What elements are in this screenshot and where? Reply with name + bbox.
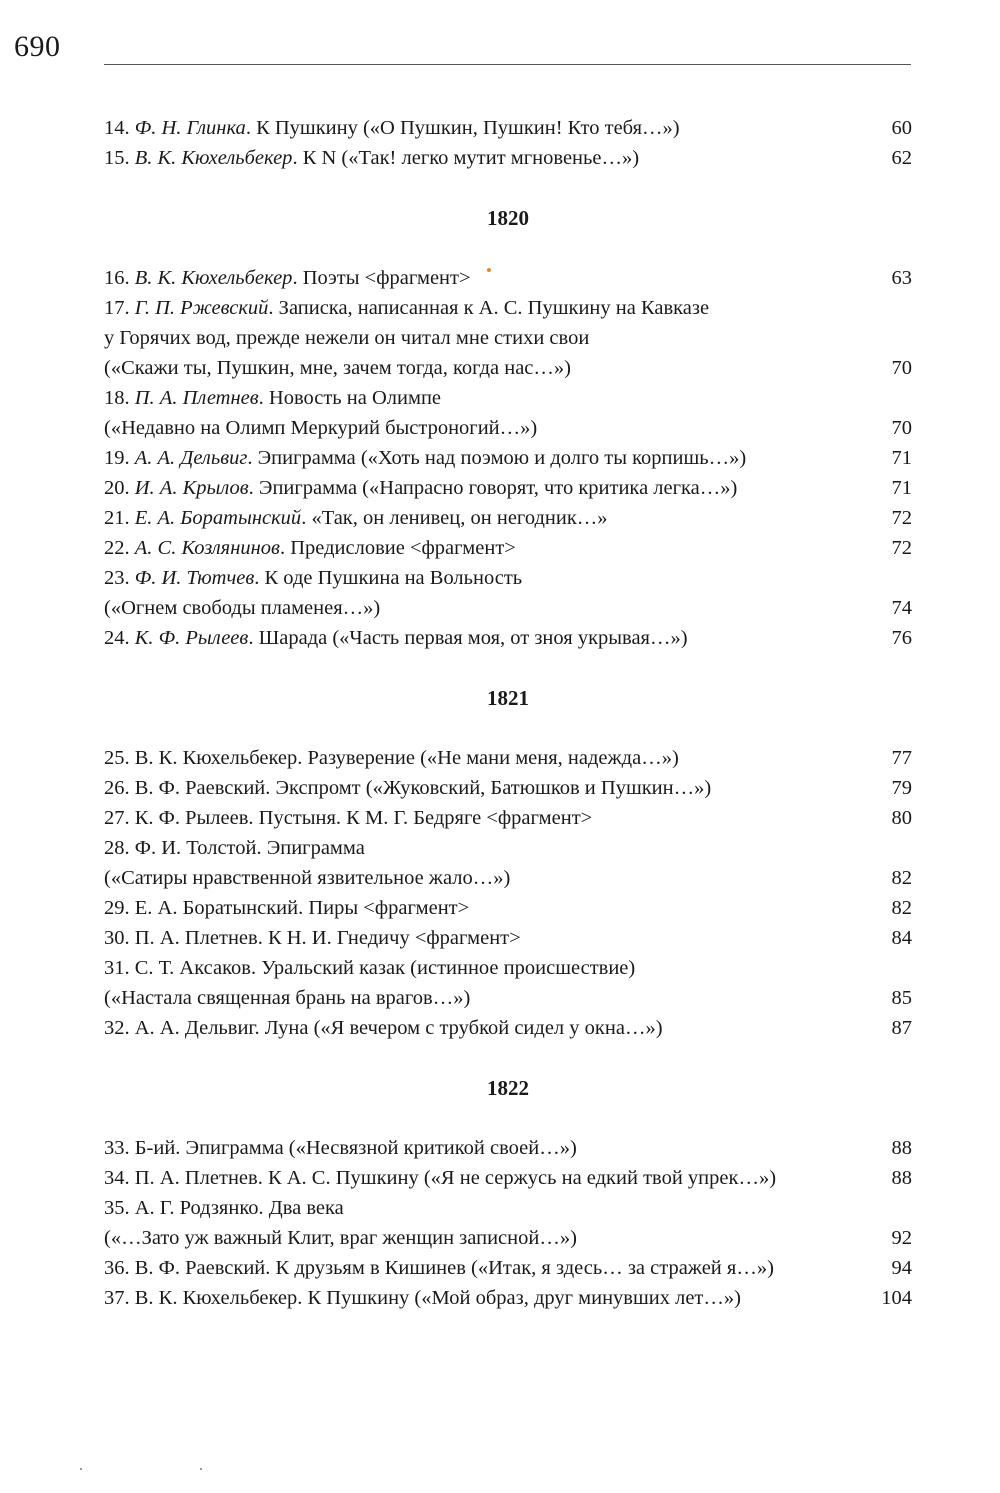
entry-number: 36. — [104, 1257, 135, 1279]
entry-page-number: 92 — [891, 1227, 912, 1249]
toc-entry-line — [104, 563, 912, 593]
entry-page-number: 72 — [891, 507, 912, 529]
entry-number: 29. — [104, 897, 135, 919]
toc-entry-line — [104, 803, 912, 833]
entry-number: 21. — [104, 507, 135, 529]
toc-entry-line — [104, 323, 912, 353]
entry-page-number: 77 — [891, 747, 912, 769]
toc-entry-line — [104, 893, 912, 923]
entry-number: 30. — [104, 927, 135, 949]
entry-page-number: 72 — [891, 537, 912, 559]
entry-author: И. А. Крылов — [134, 477, 249, 499]
entry-title: . Поэты <фрагмент> — [292, 267, 471, 289]
toc-entry-line — [104, 1253, 912, 1283]
toc-entry-line — [104, 293, 912, 323]
entry-title: у Горячих вод, прежде нежели он читал мне стихи свои — [104, 327, 590, 349]
entry-title: . Эпиграмма («Напрасно говорят, что критика легка…») — [248, 477, 738, 499]
table-of-contents — [104, 113, 912, 1313]
entry-number: 15. — [104, 147, 135, 169]
entry-number: 31. — [104, 957, 135, 979]
entry-title: . Эпиграмма («Хоть над поэмою и долго ты корпишь…») — [247, 447, 747, 469]
entry-title: . Предисловие <фрагмент> — [279, 537, 516, 559]
toc-entry-line — [104, 353, 912, 383]
year-heading: 1821 — [487, 686, 529, 710]
entry-author: Е. А. Боратынский — [134, 507, 302, 529]
toc-entry-line — [104, 863, 912, 893]
entry-title: В. Ф. Раевский. Экспромт («Жуковский, Батюшков и Пушкин…») — [134, 777, 712, 799]
entry-page-number: 60 — [891, 117, 912, 139]
entry-title: («…Зато уж важный Клит, враг женщин записной…») — [104, 1227, 577, 1249]
entry-number: 26. — [104, 777, 135, 799]
entry-author: Г. П. Ржевский — [134, 297, 269, 319]
entry-number: 19. — [104, 447, 135, 469]
toc-entry-line — [104, 1223, 912, 1253]
entry-title: . К оде Пушкина на Вольность — [254, 567, 523, 589]
entry-title: В. К. Кюхельбекер. Разуверение («Не мани меня, надежда…») — [134, 747, 679, 769]
entry-page-number: 74 — [891, 597, 912, 619]
header-rule — [104, 64, 911, 65]
entry-page-number: 84 — [891, 927, 912, 949]
toc-entry-line — [104, 833, 912, 863]
entry-title: В. К. Кюхельбекер. К Пушкину («Мой образ, друг минувших лет…») — [134, 1287, 741, 1309]
entry-title: . Записка, написанная к А. С. Пушкину на Кавказе — [268, 297, 710, 319]
toc-entry-line — [104, 413, 912, 443]
entry-title: А. Г. Родзянко. Два века — [134, 1197, 344, 1219]
entry-author: В. К. Кюхельбекер — [134, 267, 293, 289]
entry-page-number: 87 — [891, 1017, 912, 1039]
toc-entry-line — [104, 443, 912, 473]
scan-speck — [80, 1468, 82, 1470]
entry-number: 17. — [104, 297, 135, 319]
entry-page-number: 79 — [891, 777, 912, 799]
entry-page-number: 104 — [881, 1287, 912, 1309]
entry-page-number: 63 — [891, 267, 912, 289]
entry-title: («Скажи ты, Пушкин, мне, зачем тогда, когда нас…») — [104, 357, 571, 379]
orange-dot-mark — [487, 268, 491, 272]
toc-entry-line — [104, 773, 912, 803]
entry-page-number: 71 — [891, 447, 912, 469]
entry-title: . «Так, он ленивец, он негодник…» — [301, 507, 608, 529]
toc-entry-line — [104, 983, 912, 1013]
entry-number: 27. — [104, 807, 135, 829]
entry-number: 23. — [104, 567, 135, 589]
entry-author: Ф. Н. Глинка — [134, 117, 246, 139]
entry-number: 18. — [104, 387, 135, 409]
toc-entry-line — [104, 383, 912, 413]
toc-entry-line — [104, 1013, 912, 1043]
entry-title: Е. А. Боратынский. Пиры <фрагмент> — [134, 897, 470, 919]
entry-number: 22. — [104, 537, 135, 559]
entry-number: 32. — [104, 1017, 135, 1039]
entry-title: . К N («Так! легко мутит мгновенье…») — [292, 147, 640, 169]
entry-number: 37. — [104, 1287, 135, 1309]
year-heading: 1822 — [487, 1076, 529, 1100]
entry-author: А. А. Дельвиг — [134, 447, 248, 469]
entry-page-number: 62 — [891, 147, 912, 169]
toc-entry-line — [104, 593, 912, 623]
toc-entry-line — [104, 503, 912, 533]
entry-page-number: 70 — [891, 417, 912, 439]
toc-entry-line — [104, 473, 912, 503]
toc-entry-line — [104, 1193, 912, 1223]
entry-number: 35. — [104, 1197, 135, 1219]
entry-author: А. С. Козлянинов — [134, 537, 280, 559]
scan-speck — [200, 1468, 202, 1470]
entry-title: . Новость на Олимпе — [258, 387, 442, 409]
toc-entry-line — [104, 923, 912, 953]
entry-page-number: 71 — [891, 477, 912, 499]
entry-page-number: 70 — [891, 357, 912, 379]
entry-number: 20. — [104, 477, 135, 499]
entry-title: («Сатиры нравственной язвительное жало…») — [104, 867, 511, 889]
toc-entry-line — [104, 1133, 912, 1163]
entry-title: . К Пушкину («О Пушкин, Пушкин! Кто тебя…») — [245, 117, 680, 139]
entry-title: А. А. Дельвиг. Луна («Я вечером с трубкой сидел у окна…») — [134, 1017, 663, 1039]
entry-title: . Шарада («Часть первая моя, от зноя укрывая…») — [248, 627, 688, 649]
entry-author: П. А. Плетнев — [134, 387, 259, 409]
entry-title: («Недавно на Олимп Меркурий быстроногий…») — [104, 417, 538, 439]
entry-page-number: 88 — [891, 1167, 912, 1189]
toc-entry-line — [104, 953, 912, 983]
entry-author: В. К. Кюхельбекер — [134, 147, 293, 169]
toc-entry-line — [104, 263, 912, 293]
entry-page-number: 76 — [891, 627, 912, 649]
entry-title: К. Ф. Рылеев. Пустыня. К М. Г. Бедряге <фрагмент> — [134, 807, 593, 829]
entry-title: В. Ф. Раевский. К друзьям в Кишинев («Итак, я здесь… за стражей я…») — [134, 1257, 774, 1279]
entry-title: П. А. Плетнев. К Н. И. Гнедичу <фрагмент> — [134, 927, 521, 949]
toc-entry-line — [104, 1283, 912, 1313]
entry-title: П. А. Плетнев. К А. С. Пушкину («Я не сержусь на едкий твой упрек…») — [134, 1167, 777, 1189]
page-number: 690 — [14, 30, 61, 63]
entry-number: 28. — [104, 837, 135, 859]
entry-number: 16. — [104, 267, 135, 289]
entry-number: 24. — [104, 627, 135, 649]
entry-author: К. Ф. Рылеев — [134, 627, 249, 649]
toc-entry-line — [104, 533, 912, 563]
toc-entry-line — [104, 1163, 912, 1193]
year-heading: 1820 — [487, 206, 529, 230]
entry-page-number: 88 — [891, 1137, 912, 1159]
toc-entry-line — [104, 743, 912, 773]
toc-entry-line — [104, 113, 912, 143]
toc-entry-line — [104, 143, 912, 173]
entry-page-number: 94 — [891, 1257, 912, 1279]
entry-page-number: 80 — [891, 807, 912, 829]
entry-number: 14. — [104, 117, 135, 139]
entry-title: («Огнем свободы пламенея…») — [104, 597, 381, 619]
entry-title: Ф. И. Толстой. Эпиграмма — [134, 837, 365, 859]
entry-author: Ф. И. Тютчев — [134, 567, 255, 589]
entry-page-number: 82 — [891, 897, 912, 919]
entry-title: С. Т. Аксаков. Уральский казак (истинное происшествие) — [134, 957, 636, 979]
entry-page-number: 85 — [891, 987, 912, 1009]
entry-title: Б-ий. Эпиграмма («Несвязной критикой своей…») — [134, 1137, 577, 1159]
entry-number: 33. — [104, 1137, 135, 1159]
entry-page-number: 82 — [891, 867, 912, 889]
entry-title: («Настала священная брань на врагов…») — [104, 987, 471, 1009]
entry-number: 34. — [104, 1167, 135, 1189]
entry-number: 25. — [104, 747, 135, 769]
toc-entry-line — [104, 623, 912, 653]
